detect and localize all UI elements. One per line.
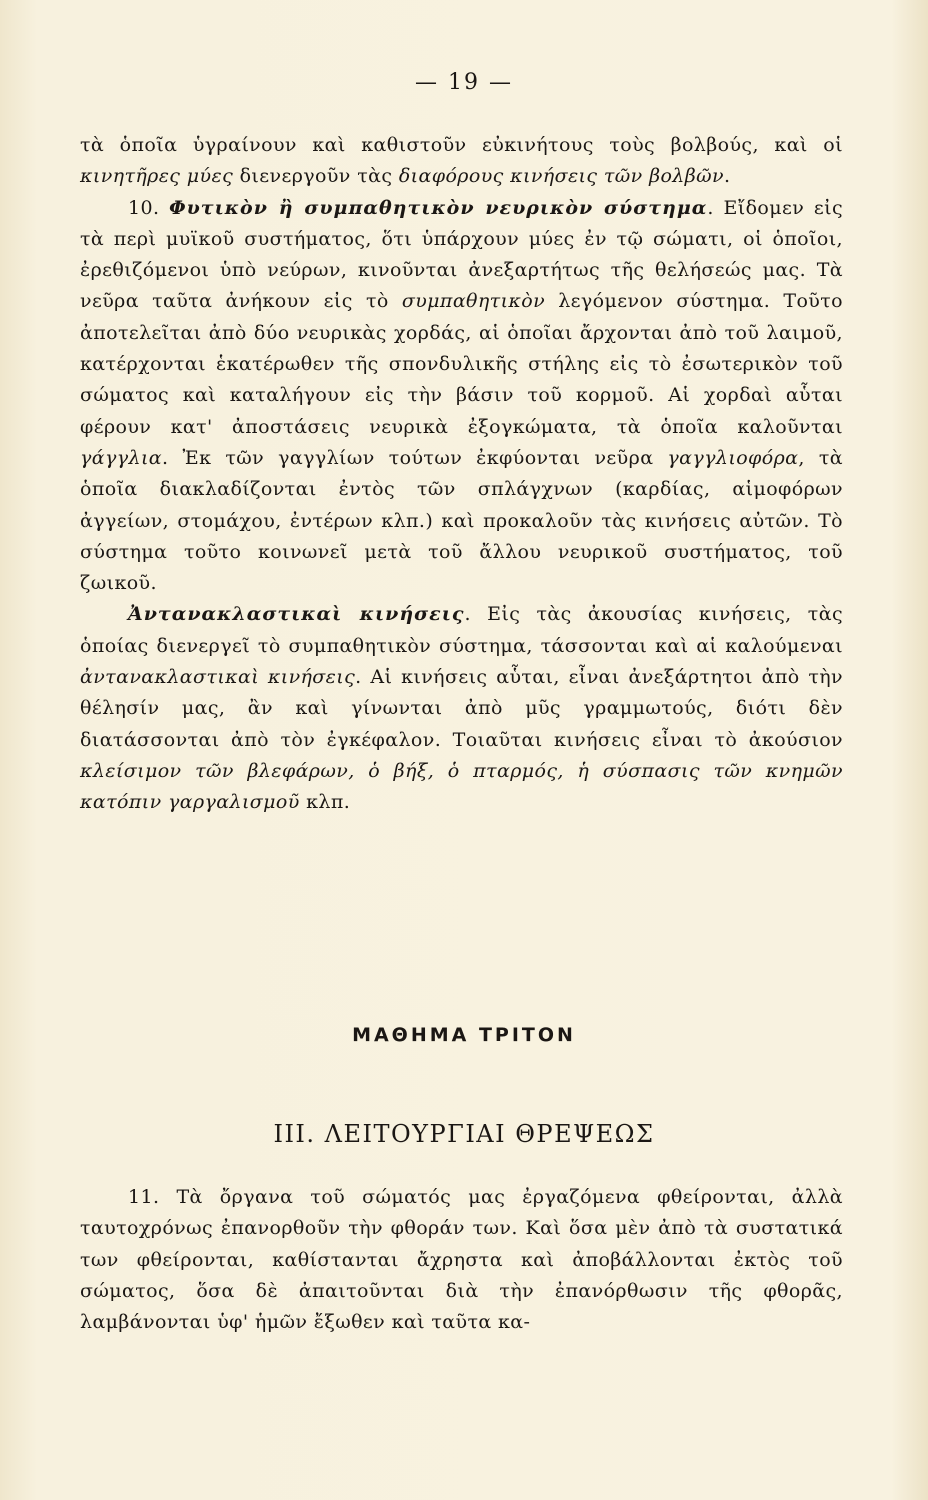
sympathetic-term: συμπαθητικὸν — [401, 290, 546, 313]
paragraph-reflex: Ἀντανακλαστικαὶ κινήσεις. Εἰς τὰς ἀκουσίας κινήσεις, τὰς ὁποίας διενεργεῖ τὸ συμπαθητικὸν σύστημα, τάσσονται καὶ αἱ καλούμεναι ἀντανακλαστικαὶ κινήσεις. Αἱ κινήσεις αὗται, εἶναι ἀνεξάρτητοι ἀπὸ τὴν θέλησίν μας, ἂν καὶ γίνωνται ἀπὸ μῦς γραμμωτούς, διότι δὲν διατάσσονται ἀπὸ τὸν ἐγκέφαλον. Τοιαῦται κινήσεις εἶναι τὸ ἀκούσιον κλείσιμον τῶν βλεφάρων, ὁ βήξ, ὁ πταρμός, ἡ σύσπασις τῶν κνημῶν κατόπιν γαργαλισμοῦ κλπ. — [80, 603, 843, 814]
paragraph-11: 11. Τὰ ὄργανα τοῦ σώματός μας ἐργαζόμενα φθείρονται, ἀλλὰ ταυτοχρόνως ἐπανορθοῦν τὴν φθοράν των. Καὶ ὅσα μὲν ἀπὸ τὰ συστατικά των φθείρονται, καθίστανται ἄχρηστα καὶ ἀποβάλλονται ἐκτὸς τοῦ σώματος, ὅσα δὲ ἀπαιτοῦνται διὰ τὴν ἐπανόρθωσιν τῆς φθορᾶς, λαμβάνονται ὑφ' ἡμῶν ἔξωθεν καὶ ταῦτα κα- — [80, 1186, 843, 1334]
ganglia-term: γάγγλια — [80, 446, 163, 469]
reflex-term: ἀντανακλαστικαὶ κινήσεις — [80, 666, 356, 689]
lesson-heading: ΜΑΘΗΜΑ ΤΡΙΤΟΝ — [352, 1024, 576, 1046]
paragraph-continuation: τὰ ὁποῖα ὑγραίνουν καὶ καθιστοῦν εὐκινήτους τοὺς βολβούς, καὶ οἱ κινητῆρες μύες διενεργοῦν τὰς διαφόρους κινήσεις τῶν βολβῶν. — [80, 134, 843, 188]
paragraph-10-heading: Φυτικὸν ἢ συμπαθητικὸν νευρικὸν σύστημα — [169, 196, 708, 219]
reflex-examples: κλείσιμον τῶν βλεφάρων, ὁ βήξ, ὁ πταρμός, ἡ σύσπασις τῶν κνημῶν κατόπιν γαργαλισμοῦ — [80, 759, 843, 814]
section-heading: III. ΛΕΙΤΟΥΡΓΙΑΙ ΘΡΕΨΕΩΣ — [273, 1120, 655, 1148]
lower-text-block — [80, 1182, 843, 1338]
motor-muscles-term: κινητῆρες μύες — [80, 165, 234, 188]
paragraph-number: 10. — [128, 196, 170, 219]
upper-text-block — [80, 130, 843, 819]
reflex-heading: Ἀντανακλαστικαὶ κινήσεις — [128, 603, 465, 626]
ganglionic-term: γαγγλιοφόρα — [667, 446, 799, 469]
paragraph-10: 10. Φυτικὸν ἢ συμπαθητικὸν νευρικὸν σύστημα. Εἴδομεν εἰς τὰ περὶ μυϊκοῦ συστήματος, ὅτι ὑπάρχουν μύες ἐν τῷ σώματι, οἱ ὁποῖοι, ἐρεθιζόμενοι ὑπὸ νεύρων, κινοῦνται ἀνεξαρτήτως τῆς θελήσεώς μας. Τὰ νεῦρα ταῦτα ἀνήκουν εἰς τὸ συμπαθητικὸν λεγόμενον σύστημα. Τοῦτο ἀποτελεῖται ἀπὸ δύο νευρικὰς χορδάς, αἱ ὁποῖαι ἄρχονται ἀπὸ τοῦ λαιμοῦ, κατέρχονται ἑκατέρωθεν τῆς σπονδυλικῆς στήλης εἰς τὸ ἐσωτερικὸν τοῦ σώματος καὶ καταλήγουν εἰς τὴν βάσιν τοῦ κορμοῦ. Αἱ χορδαὶ αὗται φέρουν κατ' ἀποστάσεις νευρικὰ ἐξογκώματα, τὰ ὁποῖα καλοῦνται γάγγλια. Ἐκ τῶν γαγγλίων τούτων ἐκφύονται νεῦρα γαγγλιοφόρα, τὰ ὁποῖα διακλαδίζονται ἐντὸς τῶν σπλάγχνων (καρδίας, αἱμοφόρων ἀγγείων, στομάχου, ἐντέρων κλπ.) καὶ προκαλοῦν τὰς κινήσεις αὐτῶν. Τὸ σύστημα τοῦτο κοινωνεῖ μετὰ τοῦ ἄλλου νευρικοῦ συστήματος, τοῦ ζωικοῦ. — [80, 196, 843, 595]
eye-movements-term: διαφόρους κινήσεις τῶν βολβῶν — [398, 165, 724, 188]
page-number: — 19 — — [415, 70, 513, 95]
